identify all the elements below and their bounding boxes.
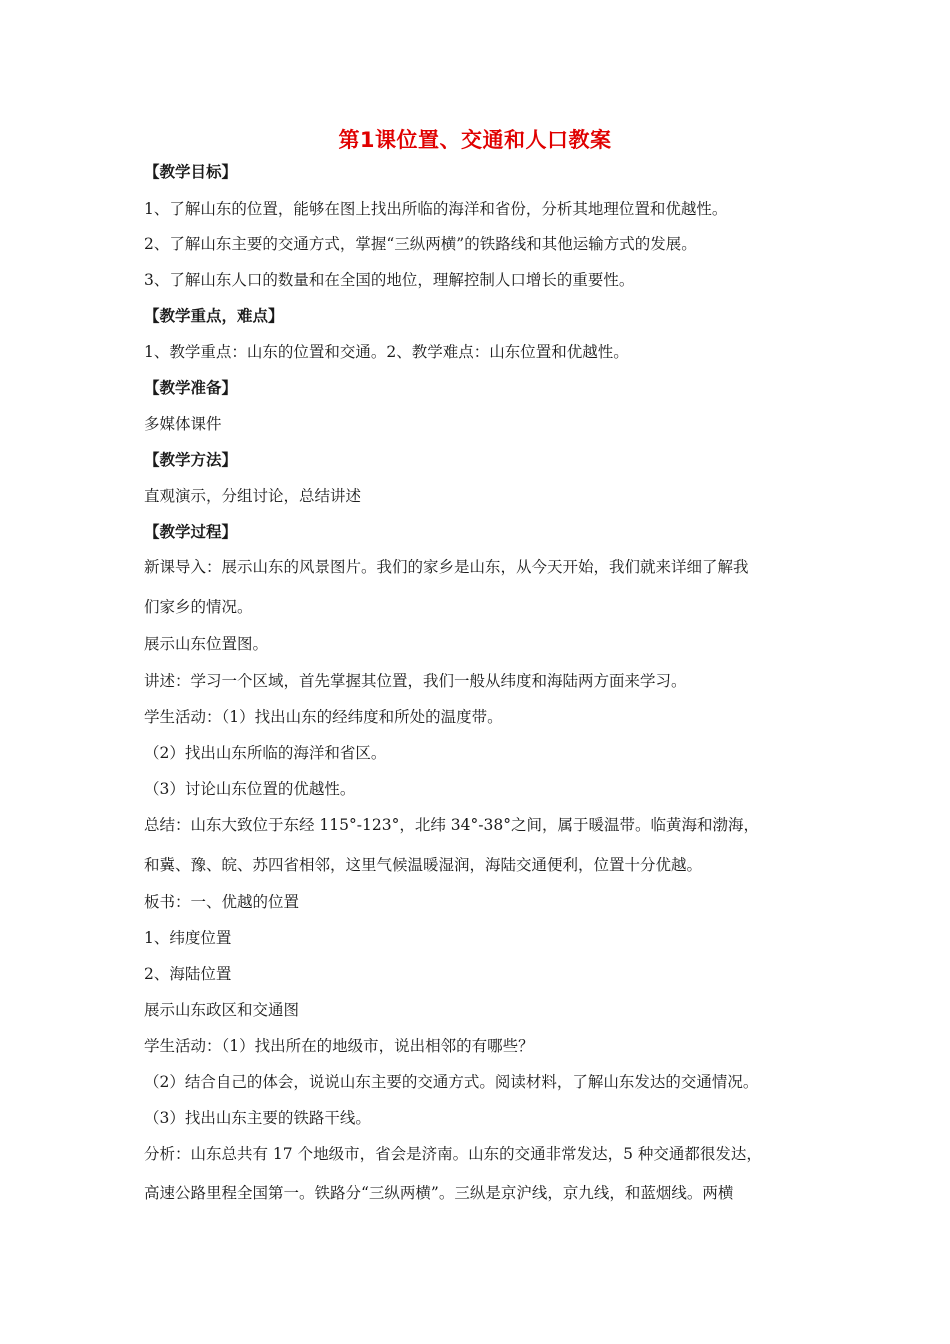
paragraph-line: 3、了解山东人口的数量和在全国的地位，理解控制人口增长的重要性。 xyxy=(144,271,635,289)
section-heading-process: 【教学过程】 xyxy=(144,522,238,541)
paragraph-line: 高速公路里程全国第一。铁路分“三纵两横”。三纵是京沪线，京九线，和蓝烟线。两横 xyxy=(144,1184,734,1202)
paragraph-line: 板书：一、优越的位置 xyxy=(144,893,300,911)
paragraph-line: 新课导入：展示山东的风景图片。我们的家乡是山东，从今天开始，我们就来详细了解我 xyxy=(144,558,749,576)
paragraph-line: 直观演示，分组讨论，总结讲述 xyxy=(144,487,362,505)
paragraph-line: （3）讨论山东位置的优越性。 xyxy=(144,780,356,798)
paragraph-line: （2）结合自己的体会，说说山东主要的交通方式。阅读材料，了解山东发达的交通情况。 xyxy=(144,1073,759,1091)
section-heading-methods: 【教学方法】 xyxy=(144,450,238,469)
paragraph-line: 2、海陆位置 xyxy=(144,965,232,983)
paragraph-line: 1、教学重点：山东的位置和交通。2、教学难点：山东位置和优越性。 xyxy=(144,343,629,361)
paragraph-line: 2、了解山东主要的交通方式，掌握“三纵两横”的铁路线和其他运输方式的发展。 xyxy=(144,235,697,253)
document-title: 第1课位置、交通和人口教案 xyxy=(338,128,612,152)
section-heading-preparation: 【教学准备】 xyxy=(144,378,238,397)
paragraph-line: （3）找出山东主要的铁路干线。 xyxy=(144,1109,371,1127)
paragraph-line: 学生活动：（1）找出所在的地级市，说出相邻的有哪些？ xyxy=(144,1037,534,1055)
paragraph-line: 分析：山东总共有 17 个地级市，省会是济南。山东的交通非常发达，5 种交通都很发达， xyxy=(144,1145,762,1163)
paragraph-line: （2）找出山东所临的海洋和省区。 xyxy=(144,744,387,762)
paragraph-line: 展示山东位置图。 xyxy=(144,635,269,653)
paragraph-line: 和冀、豫、皖、苏四省相邻，这里气候温暖湿润，海陆交通便利，位置十分优越。 xyxy=(144,856,703,874)
paragraph-line: 们家乡的情况。 xyxy=(144,598,253,616)
paragraph-line: 讲述：学习一个区域，首先掌握其位置，我们一般从纬度和海陆两方面来学习。 xyxy=(144,672,687,690)
section-heading-objectives: 【教学目标】 xyxy=(144,162,238,181)
paragraph-line: 学生活动：（1）找出山东的经纬度和所处的温度带。 xyxy=(144,708,503,726)
section-heading-key-points: 【教学重点，难点】 xyxy=(144,306,284,325)
paragraph-line: 多媒体课件 xyxy=(144,415,222,433)
paragraph-line: 总结：山东大致位于东经 115°-123°，北纬 34°-38°之间，属于暖温带。临黄海和渤海， xyxy=(144,816,759,834)
paragraph-line: 1、纬度位置 xyxy=(144,929,232,947)
paragraph-line: 展示山东政区和交通图 xyxy=(144,1001,300,1019)
paragraph-line: 1、了解山东的位置，能够在图上找出所临的海洋和省份，分析其地理位置和优越性。 xyxy=(144,200,728,218)
